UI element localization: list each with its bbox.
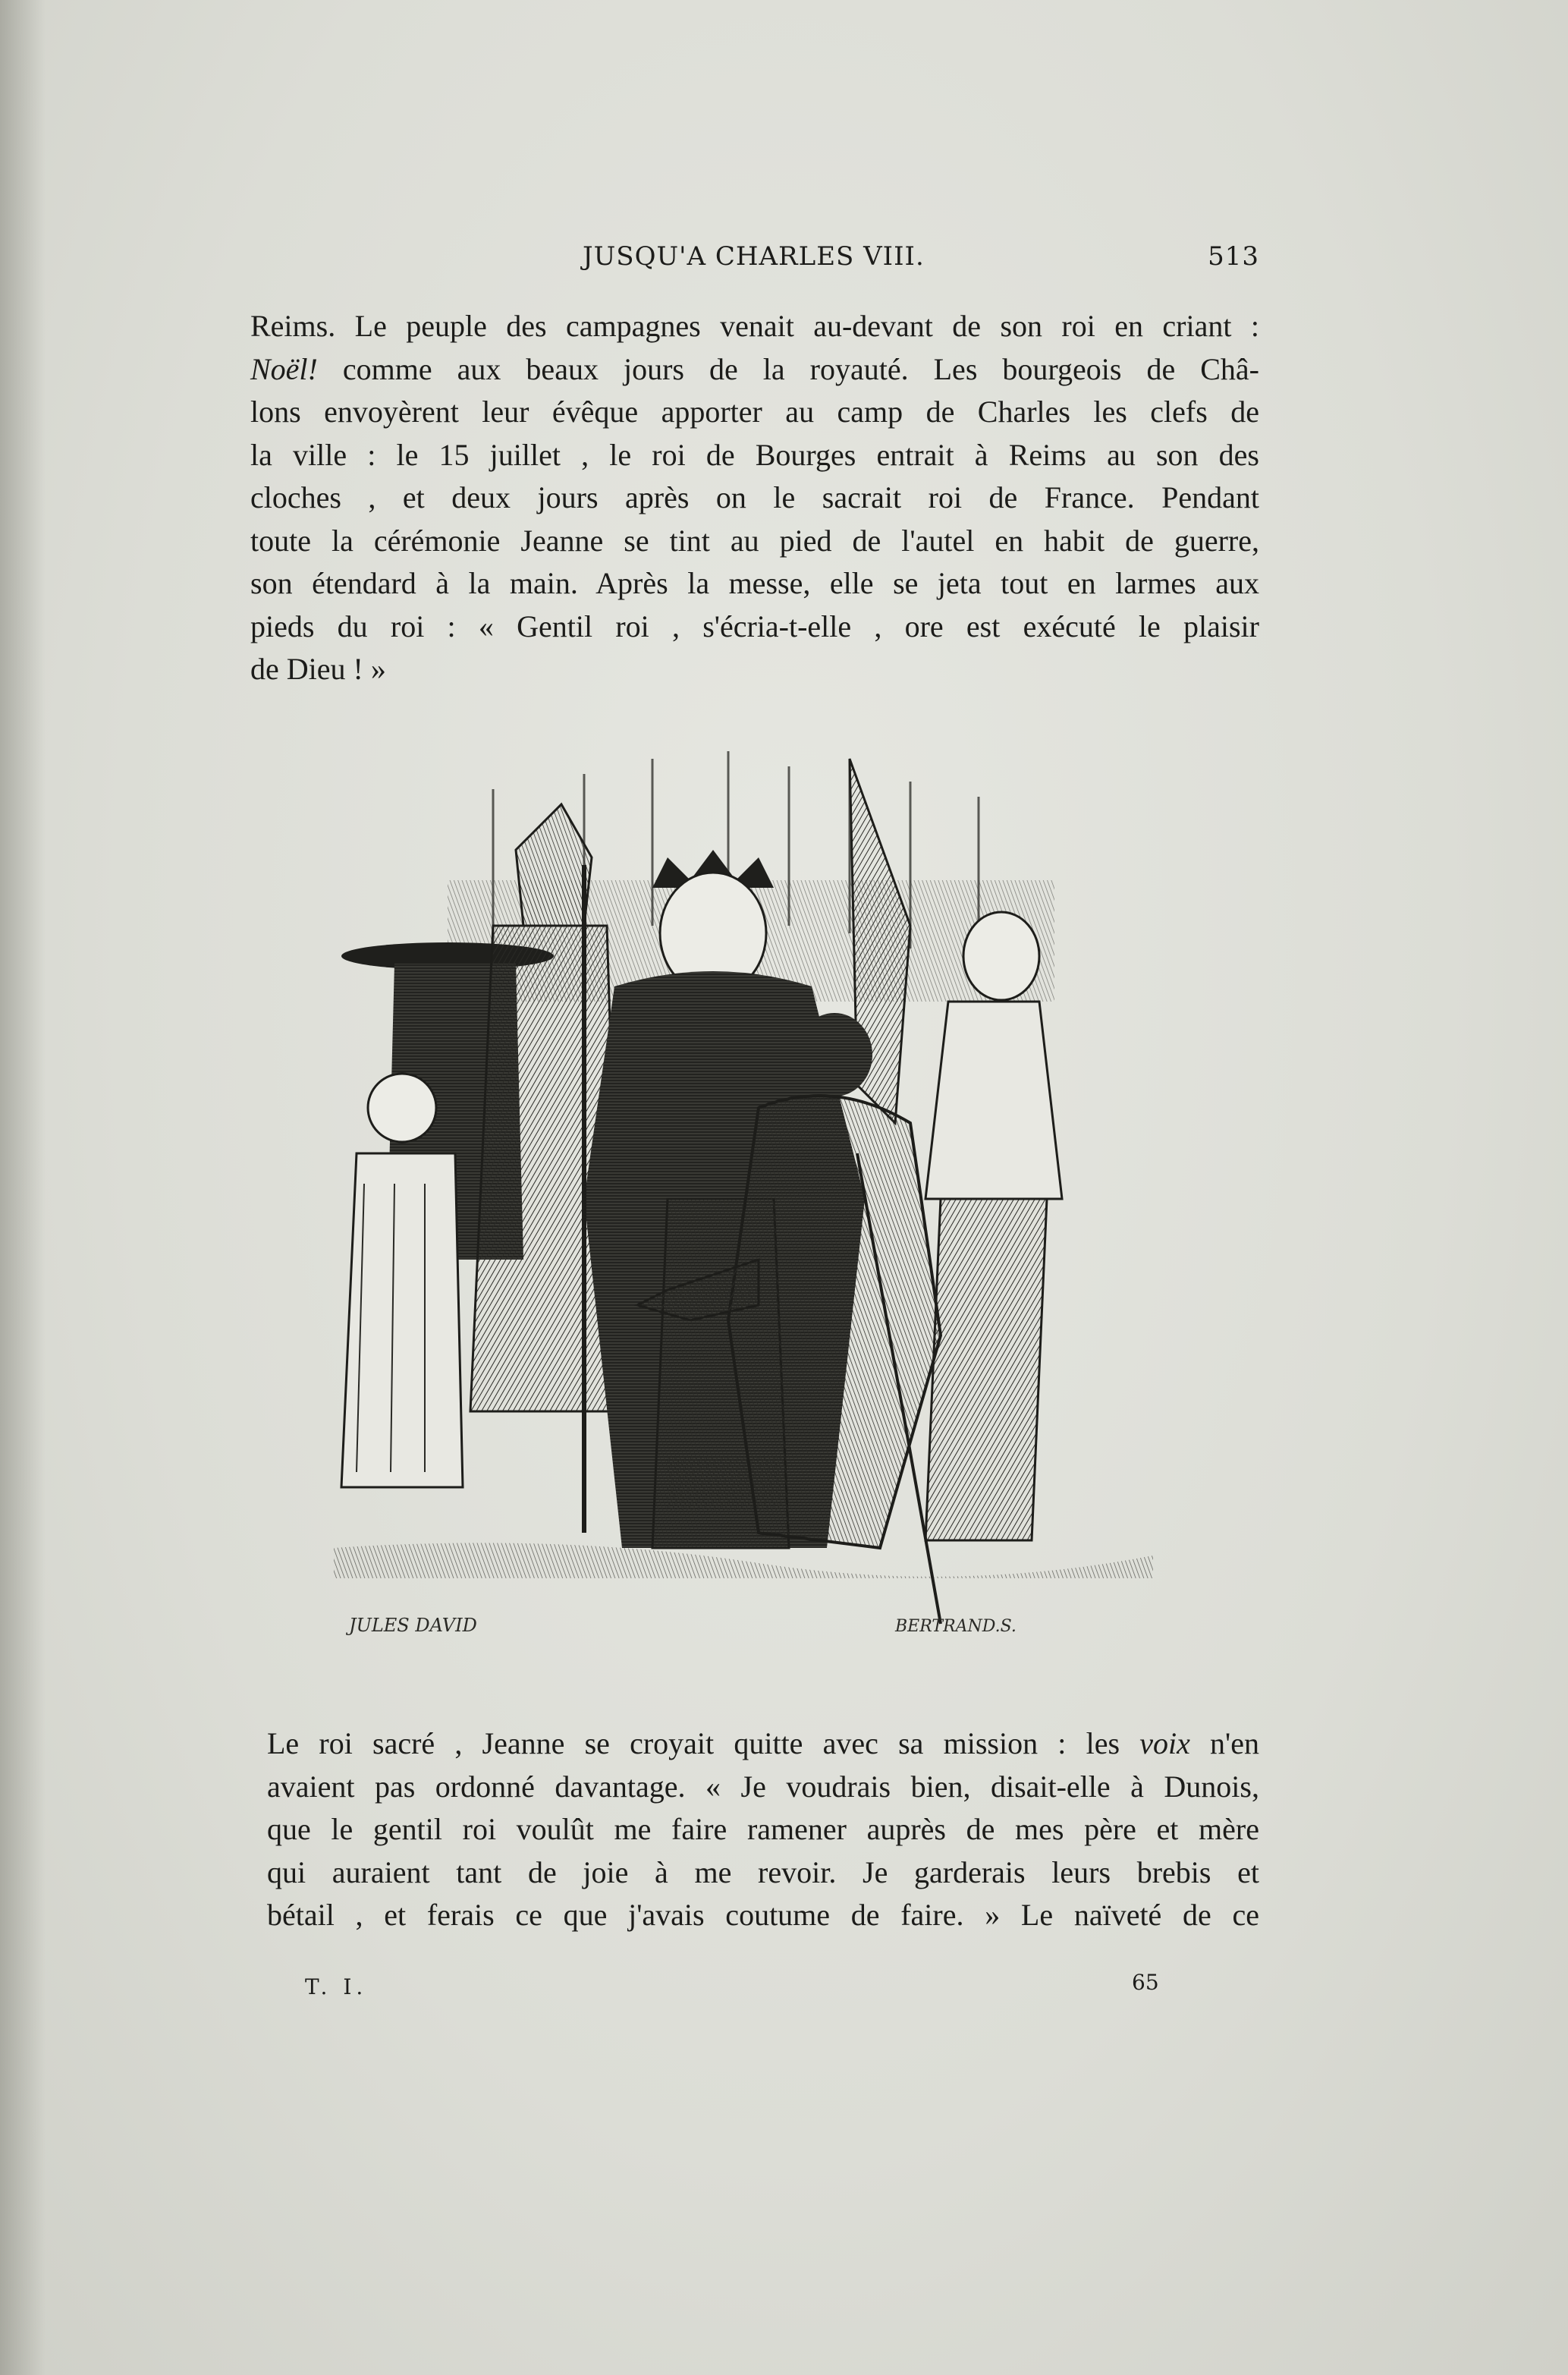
volume-mark: T. I. [305,1974,368,1999]
text-line: que le gentil roi voulût me faire ramener auprès de mes père et mère [267,1812,1259,1846]
text-line: toute la cérémonie Jeanne se tint au pied de l'autel en habit de guerre, [250,523,1259,558]
running-head [250,241,1259,279]
running-title: JUSQU'A CHARLES VIII. [583,241,925,272]
illustrator-signature: JULES DAVID [349,1615,477,1636]
engraver-signature: BERTRAND.S. [895,1617,1017,1636]
text-line: cloches , et deux jours après on le sacrait roi de France. Pendant [250,480,1259,514]
page-number: 513 [1208,241,1259,272]
paragraph-1 [250,305,1259,691]
engraving-image [334,728,1176,1669]
text-line: de Dieu ! » [250,652,386,686]
text-line: avaient pas ordonné davantage. « Je voudrais bien, disait-elle à Dunois, [267,1769,1259,1804]
text-line: lons envoyèrent leur évêque apporter au camp de Charles les clefs de [250,395,1259,429]
text-line: son étendard à la main. Après la messe, elle se jeta tout en larmes aux [250,566,1259,600]
text-line: pieds du roi : « Gentil roi , s'écria-t-elle , ore est exécuté le plaisir [250,609,1259,643]
text-line: bétail , et ferais ce que j'avais coutume de faire. » Le naïveté de ce [267,1898,1259,1932]
text-line: qui auraient tant de joie à me revoir. Je garderais leurs brebis et [267,1854,1259,1889]
text-line: Noël! comme aux beaux jours de la royauté. Les bourgeois de Châ- [250,351,1259,386]
text-line: Reims. Le peuple des campagnes venait au-devant de son roi en criant : [250,309,1259,343]
signature-mark: 65 [1132,1970,1159,1995]
paragraph-2 [250,1722,1259,1937]
text-line: Le roi sacré , Jeanne se croyait quitte avec sa mission : les voix n'en [267,1726,1259,1760]
text-line: la ville : le 15 juillet , le roi de Bourges entrait à Reims au son des [250,437,1259,472]
gutter-shadow [0,0,46,2375]
coronation-engraving [334,728,1176,1669]
